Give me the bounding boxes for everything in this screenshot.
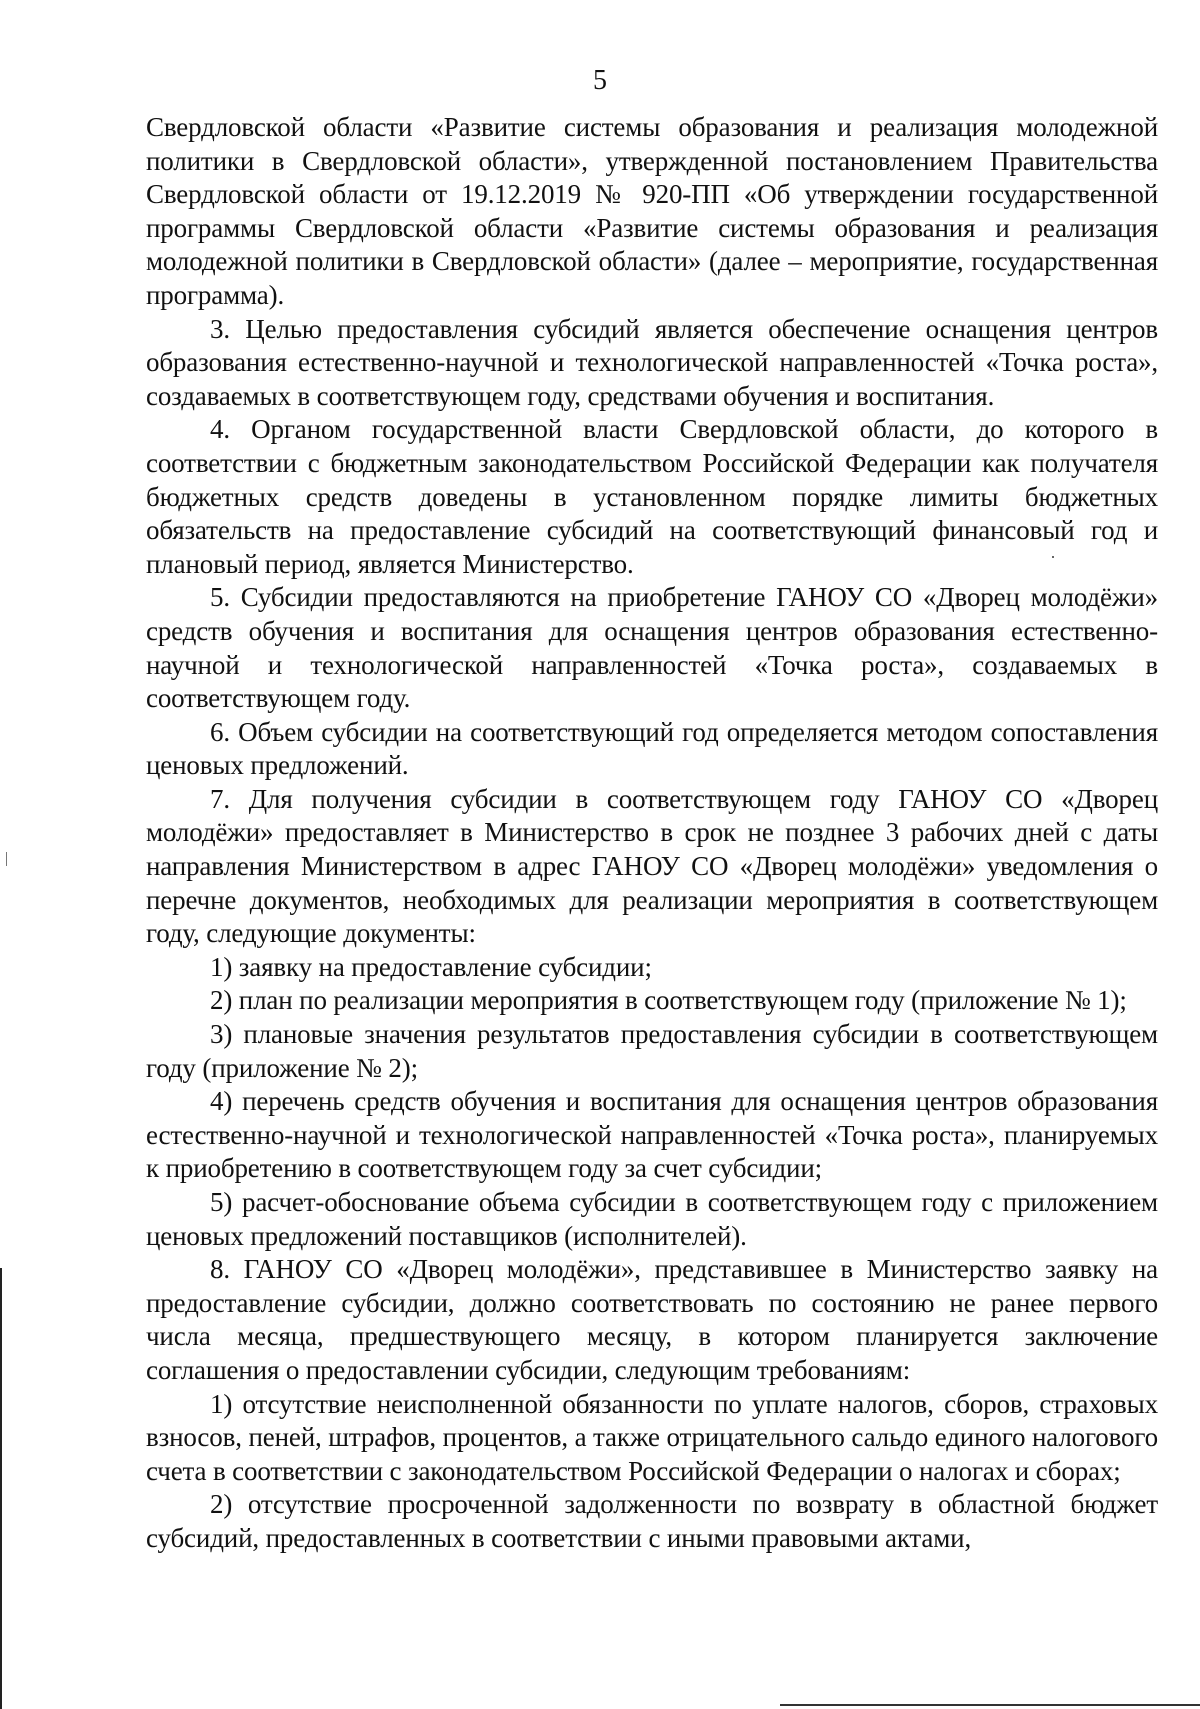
paragraph-8: 8. ГАНОУ СО «Дворец молодёжи», представившее в Министерство заявку на предоставление субсидии, должно соответствовать по состоянию не ранее первого числа месяца, предшествующего месяцу, в котором планируется заключение соглашения о предоставлении субсидии, следующим требованиям:	[146, 1254, 1158, 1385]
list-item-7-2: 2) план по реализации мероприятия в соответствующем году (приложение № 1);	[210, 985, 1127, 1016]
scan-left-edge	[0, 1268, 2, 1709]
paragraph-continuation: Свердловской области «Развитие системы образования и реализация молодежной политики в Свердловской области», утвержденной постановлением Правительства Свердловской области от 19.12.2019 № 920-ПП «Об утверждении государственной программы Свердловской области «Развитие системы образования и реализация молодежной политики в Свердловской области» (далее – мероприятие, государственная программа).	[146, 112, 1158, 310]
page-number: 5	[593, 65, 607, 96]
list-item-7-5: 5) расчет-обоснование объема субсидии в соответствующем году с приложением ценовых предложений поставщиков (исполнителей).	[146, 1187, 1158, 1251]
paragraph-6: 6. Объем субсидии на соответствующий год определяется методом сопоставления ценовых предложений.	[146, 716, 1158, 781]
list-item-7-4: 4) перечень средств обучения и воспитания для оснащения центров образования естественно-научной и технологической направленностей «Точка роста», планируемых к приобретению в соответствующем году за счет субсидии;	[146, 1086, 1158, 1184]
paragraph-3: 3. Целью предоставления субсидий является обеспечение оснащения центров образования естественно-научной и технологической направленностей «Точка роста», создаваемых в соответствующем году, средствами обучения и воспитания.	[146, 313, 1158, 411]
scan-edge-mark	[6, 852, 7, 866]
list-item-8-2: 2) отсутствие просроченной задолженности по возврату в областной бюджет субсидий, предоставленных в соответствии с иными правовыми актами,	[146, 1489, 1158, 1553]
paragraph-5: 5. Субсидии предоставляются на приобретение ГАНОУ СО «Дворец молодёжи» средств обучения и воспитания для оснащения центров образования естественно-научной и технологической направленностей «Точка роста», создаваемых в соответствующем году.	[146, 582, 1158, 714]
paragraph-7: 7. Для получения субсидии в соответствующем году ГАНОУ СО «Дворец молодёжи» предоставляет в Министерство в срок не позднее 3 рабочих дней с даты направления Министерством в адрес ГАНОУ СО «Дворец молодёжи» уведомления о перечне документов, необходимых для реализации мероприятия в соответствующем году, следующие документы:	[146, 783, 1158, 949]
document-body	[146, 111, 1158, 1556]
list-item-7-1: 1) заявку на предоставление субсидии;	[210, 951, 652, 982]
paragraph-4: 4. Органом государственной власти Свердловской области, до которого в соответствии с бюджетным законодательством Российской Федерации как получателя бюджетных средств доведены в установленном порядке лимиты бюджетных обязательств на предоставление субсидий на соответствующий финансовый год и плановый период, является Министерство.	[146, 414, 1158, 579]
list-item-7-3: 3) плановые значения результатов предоставления субсидии в соответствующем году (приложение № 2);	[146, 1019, 1158, 1083]
scan-speck	[1052, 556, 1054, 558]
scan-bottom-edge	[780, 1704, 1200, 1706]
list-item-8-1: 1) отсутствие неисполненной обязанности по уплате налогов, сборов, страховых взносов, пеней, штрафов, процентов, а также отрицательного сальдо единого налогового счета в соответствии с законодательством Российской Федерации о налогах и сборах;	[146, 1388, 1158, 1486]
